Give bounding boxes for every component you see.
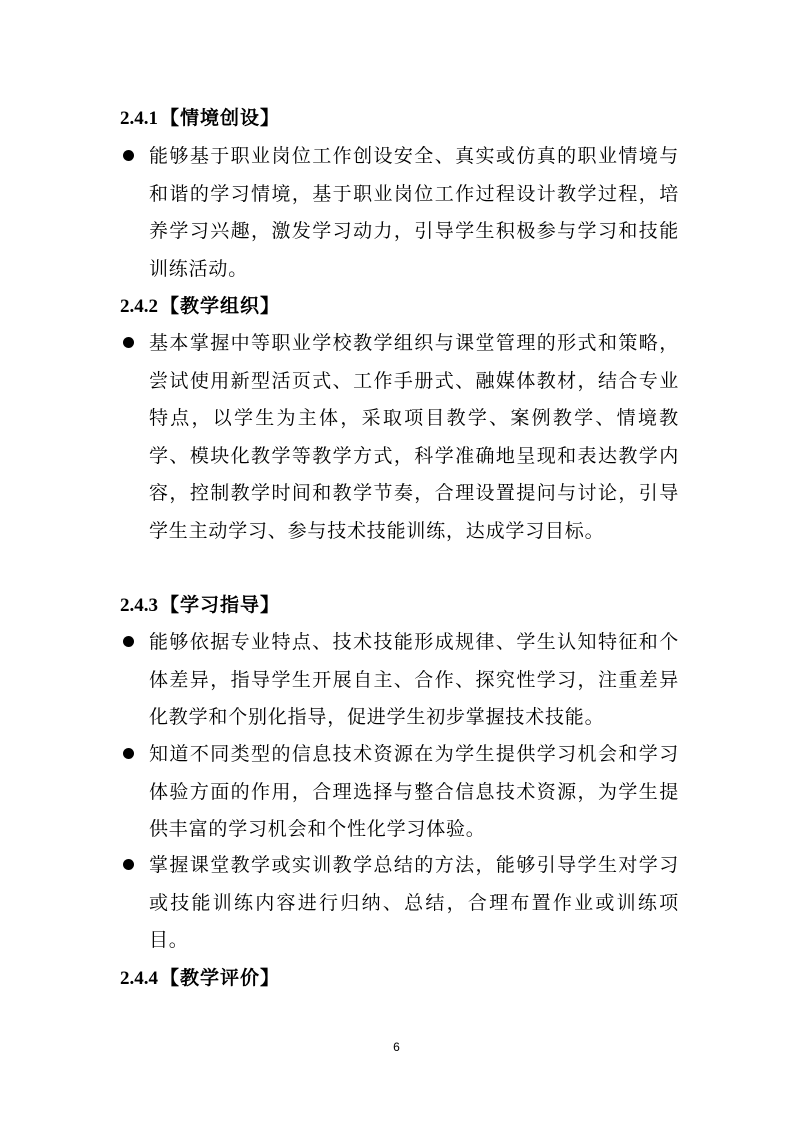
list-item-text: 能够基于职业岗位工作创设安全、真实或仿真的职业情境与和谐的学习情境，基于职业岗位工作过程设计教学过程，培养学习兴趣，激发学习动力，引导学生积极参与学习和技能训练活动。 xyxy=(149,145,679,280)
list-item-text: 知道不同类型的信息技术资源在为学生提供学习机会和学习体验方面的作用，合理选择与整合信息技术资源，为学生提供丰富的学习机会和个性化学习体验。 xyxy=(149,743,679,840)
section-heading-2-4-4 xyxy=(120,966,280,991)
bullet-icon xyxy=(123,337,134,348)
list-item-text: 掌握课堂教学或实训教学总结的方法，能够引导学生对学习或技能训练内容进行归纳、总结，合理布置作业或训练项目。 xyxy=(149,854,679,951)
list-item-text: 能够依据专业特点、技术技能形成规律、学生认知特征和个体差异，指导学生开展自主、合作、探究性学习，注重差异化教学和个别化指导，促进学生初步掌握技术技能。 xyxy=(149,631,679,728)
section-number: 2.4.3 xyxy=(120,595,158,616)
section-heading-2-4-2 xyxy=(120,294,280,319)
section-title: 【教学组织】 xyxy=(160,295,281,317)
list-item xyxy=(120,138,680,288)
list-item xyxy=(120,325,680,588)
section-number: 2.4.2 xyxy=(120,296,158,317)
bullet-icon xyxy=(123,636,134,647)
bullet-icon xyxy=(123,859,134,870)
section-title: 【学习指导】 xyxy=(160,594,281,616)
section-title: 【教学评价】 xyxy=(160,967,281,989)
list-item xyxy=(120,847,680,960)
bullet-icon xyxy=(123,150,134,161)
section-number: 2.4.1 xyxy=(120,108,158,129)
list-item-text: 基本掌握中等职业学校教学组织与课堂管理的形式和策略，尝试使用新型活页式、工作手册式、融媒体教材，结合专业特点，以学生为主体，采取项目教学、案例教学、情境教学、模块化教学等教学方式，科学准确地呈现和表达教学内容，控制教学时间和教学节奏，合理设置提问与讨论，引导学生主动学习、参与技术技能训练，达成学习目标。 xyxy=(149,332,679,542)
list-item xyxy=(120,624,680,737)
page-number: 6 xyxy=(393,1040,400,1054)
section-number: 2.4.4 xyxy=(120,968,158,989)
section-heading-2-4-3 xyxy=(120,593,280,618)
section-title: 【情境创设】 xyxy=(160,107,281,129)
bullet-icon xyxy=(123,748,134,759)
list-item xyxy=(120,736,680,849)
section-heading-2-4-1 xyxy=(120,106,280,131)
